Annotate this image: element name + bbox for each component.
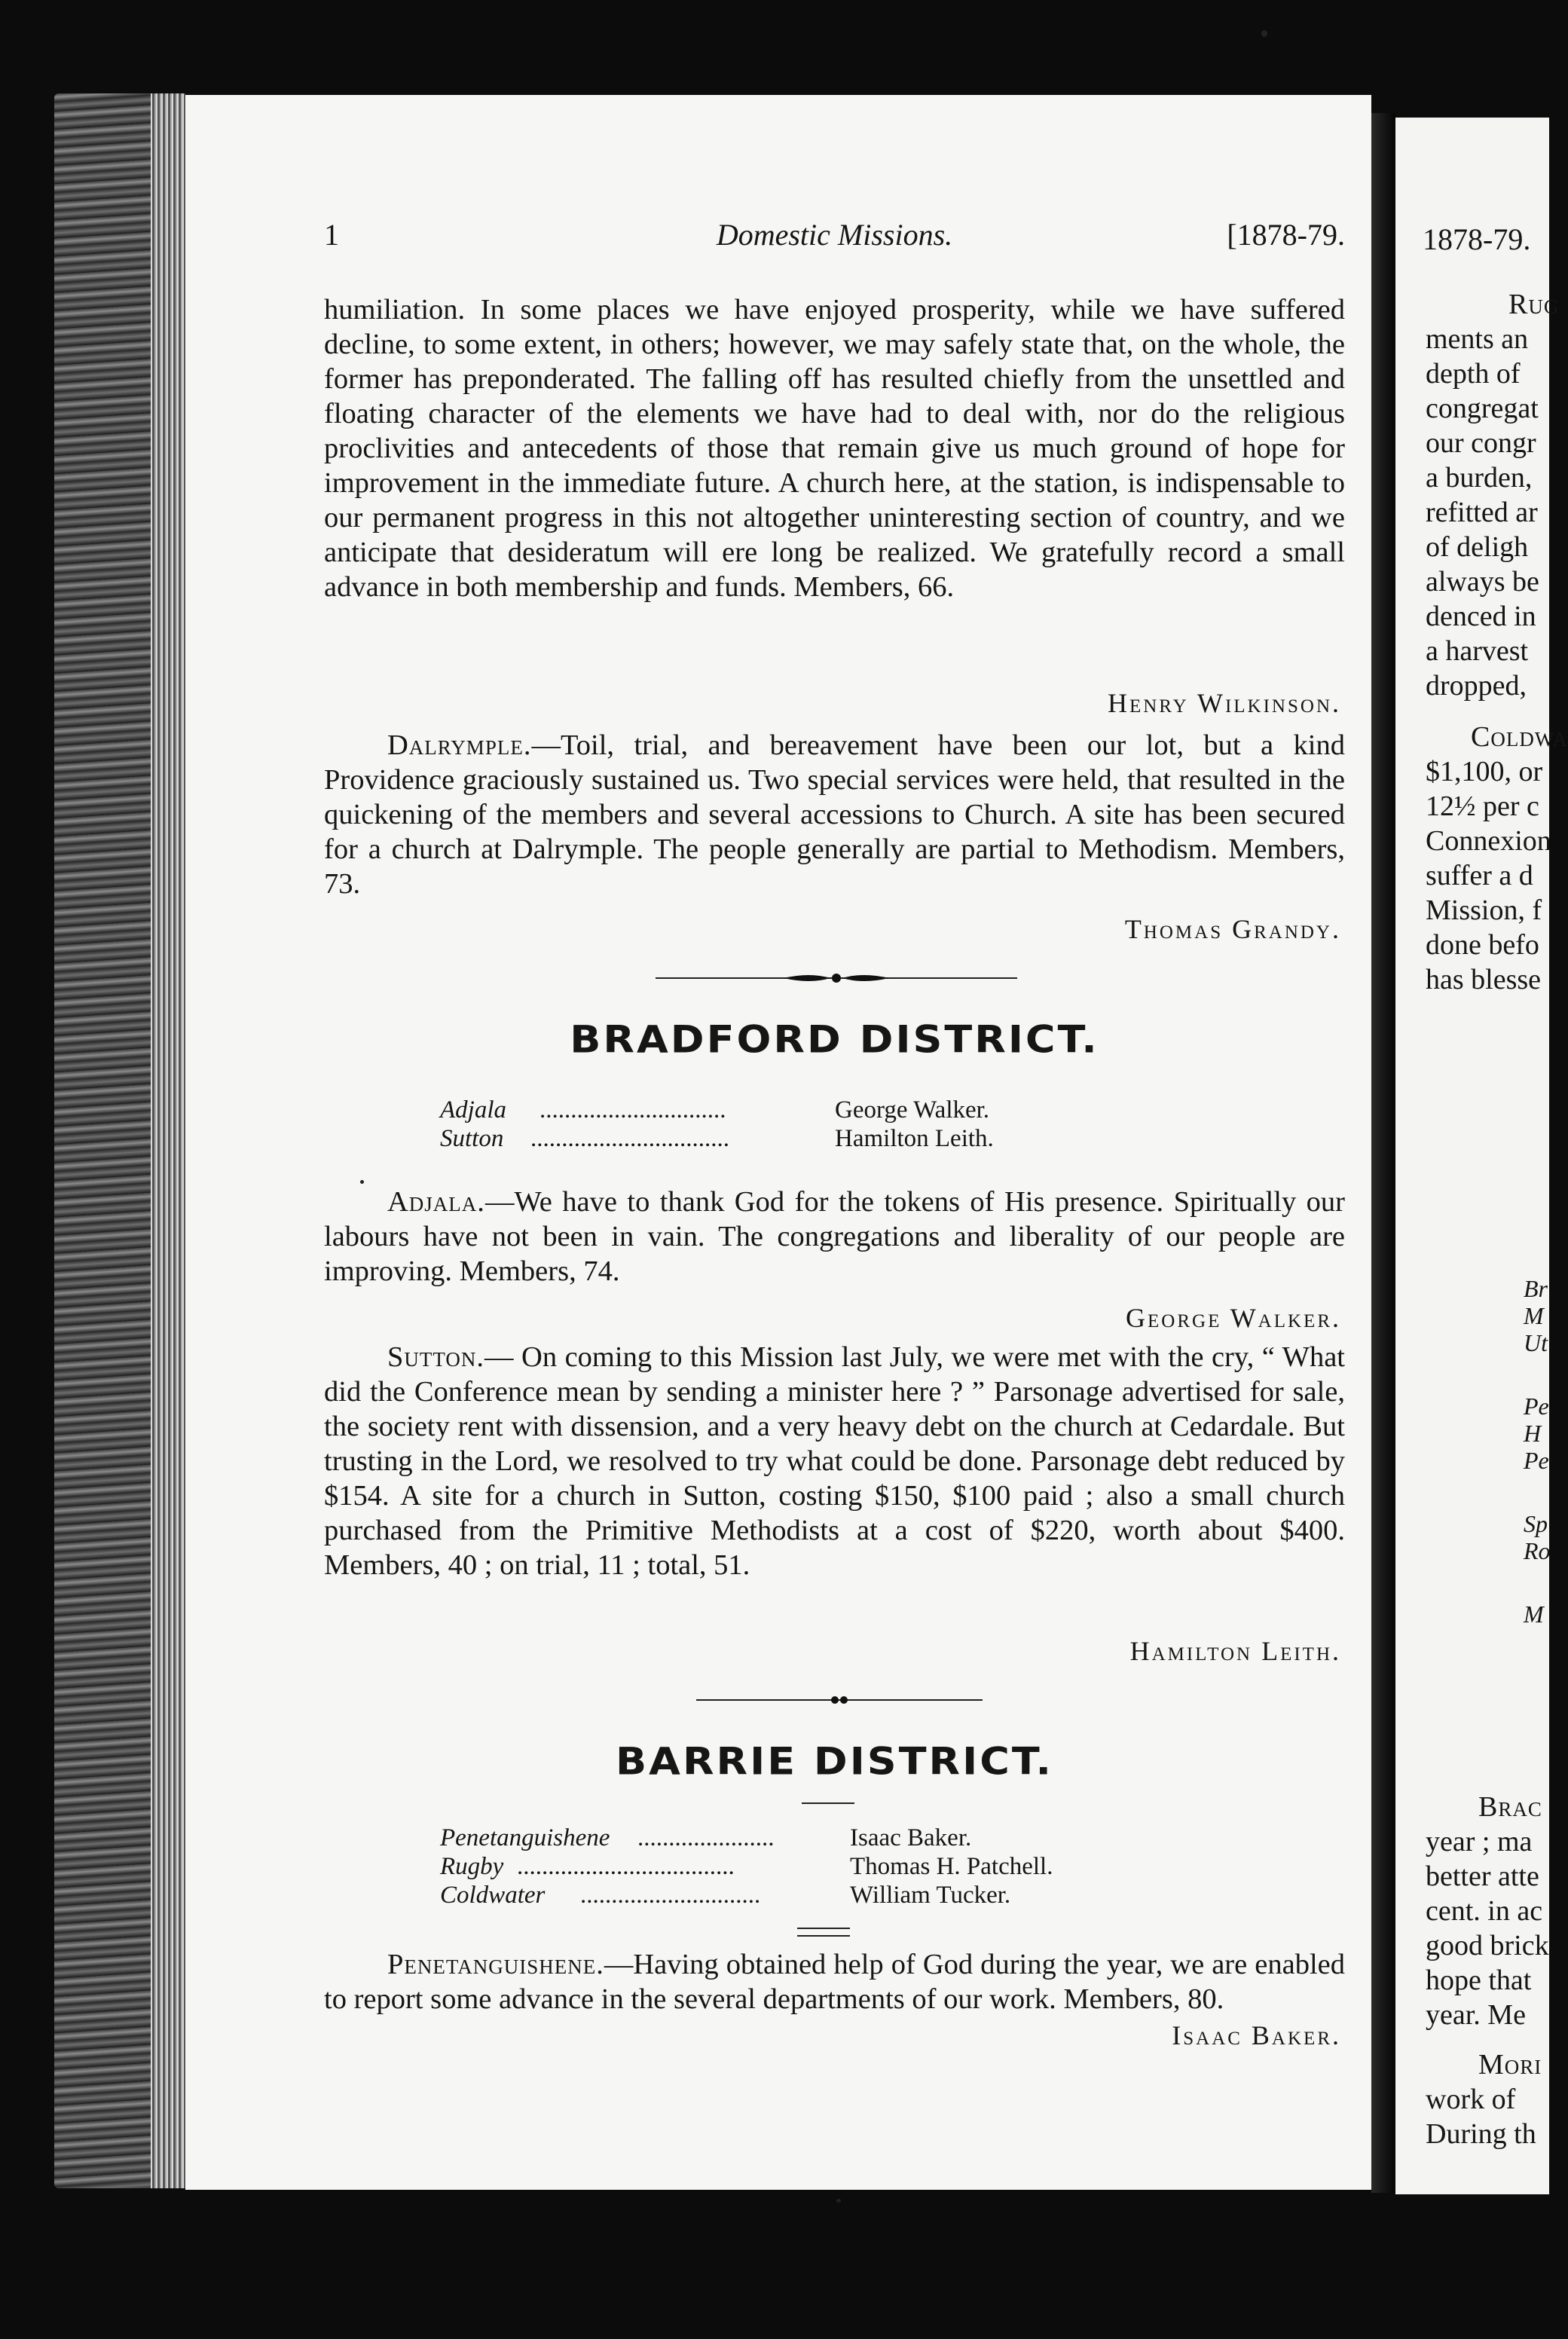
book-binding [54,93,185,2188]
right-page-italic-line: Sp [1524,1510,1548,1537]
paragraph-text: —We have to thank God for the tokens of His presence. Spiritually our labours have not been in vain. The congregations and liberality of our people are improving. Members, 74. [324,1186,1345,1287]
right-page-line: a harvest [1426,635,1529,667]
ornament-divider [656,969,1017,987]
right-page-line: Mori [1478,2049,1542,2081]
station-roster [440,1824,1118,1909]
signature: Hamilton Leith. [1129,1636,1341,1666]
right-page-italic-line: Pe [1524,1447,1549,1474]
station-name: Coldwater [440,1882,546,1909]
minister-name: William Tucker. [850,1882,1011,1909]
right-page-line: Mission, f [1426,894,1542,926]
district-heading: BRADFORD DISTRICT. [570,1017,1099,1062]
adjala-paragraph [324,1185,1345,1289]
roster-leader: ............................. [580,1882,761,1909]
roster-leader: ...................... [637,1824,775,1851]
right-page-line: year ; ma [1426,1826,1533,1857]
right-page-line: cent. in ac [1426,1895,1543,1927]
right-page-line: Rug [1508,289,1560,320]
station-name: Rugby [440,1853,504,1880]
rule [797,1928,850,1929]
right-page-italic-line: Pe [1524,1393,1549,1420]
signature: Isaac Baker. [1172,2020,1341,2050]
station-label: Adjala. [387,1186,485,1218]
minister-name: George Walker. [835,1096,990,1124]
right-page-line: our congr [1426,427,1536,459]
ornament-divider [696,1694,983,1706]
running-title: Domestic Missions. [716,218,953,252]
right-page-fragment [1395,118,1568,2194]
roster-leader: .............................. [539,1096,726,1124]
right-page-line: Connexion [1426,825,1551,857]
right-page-line: work of [1426,2084,1516,2115]
station-name: Penetanguishene [440,1824,610,1851]
right-page-line: dropped, [1426,670,1527,702]
right-page-line: done befo [1426,929,1539,961]
sutton-paragraph [324,1340,1345,1582]
rule [802,1802,854,1804]
right-page-line: ments an [1426,323,1529,355]
station-name: Sutton [440,1125,504,1152]
print-speck [1261,30,1267,37]
roster-row [440,1852,1118,1881]
signature: Henry Wilkinson. [1107,688,1341,718]
right-page-line: year. Me [1426,1999,1526,2031]
roster-row [440,1124,1043,1153]
right-page-line: depth of [1426,358,1521,390]
right-page-line: denced in [1426,601,1536,632]
right-page-italic-line: Ut [1524,1329,1548,1356]
running-header [324,217,1345,255]
penetanguishene-paragraph [324,1947,1345,2016]
signature: Thomas Grandy. [1124,914,1341,944]
right-page-italic-line: Ro [1524,1537,1551,1564]
intro-paragraph: humiliation. In some places we have enjoyed prosperity, while we have suffered decline, to some extent, in others; however, we may safely state that, on the whole, the former has preponderated. The falling off has resulted chiefly from the unsettled and floating character of the elements we have had to deal with, nor do the religious proclivities and antecedents of those that remain give us much ground of hope for improvement in the immediate future. A church here, at the station, is indispensable to our permanent progress in this not altogether uninteresting section of country, and we anticipate that desideratum will ere long be realized. We gratefully record a small advance in both membership and funds. Members, 66. [324,294,1345,603]
right-page-line: good brick [1426,1930,1549,1961]
page-gutter [1371,113,1395,2193]
signature: George Walker. [1126,1303,1341,1333]
right-page-line: has blesse [1426,964,1542,995]
print-speck [836,2199,841,2203]
header-year: [1878-79. [1227,218,1345,252]
minister-name: Thomas H. Patchell. [850,1853,1053,1880]
district-heading: BARRIE DISTRICT. [616,1739,1053,1784]
right-page-line: During th [1426,2118,1536,2150]
right-page-line: congregat [1426,393,1539,424]
dalrymple-paragraph [324,728,1345,901]
roster-row [440,1096,1043,1124]
station-label: Penetanguishene. [387,1949,604,1980]
print-speck [360,1180,364,1184]
roster-row [440,1881,1118,1909]
right-page-italic-line: H [1524,1420,1542,1447]
right-page-line: suffer a d [1426,860,1533,891]
roster-leader: ................................... [517,1853,735,1880]
station-label: Sutton. [387,1341,485,1373]
right-page-line: Coldwa [1471,721,1568,753]
right-page-line: $1,100, or [1426,756,1543,787]
right-page-line: hope that [1426,1964,1532,1996]
roster-leader: ................................ [530,1125,729,1152]
roster-row [440,1824,1118,1852]
right-page-line: a burden, [1426,462,1533,494]
right-page-line: better atte [1426,1860,1539,1892]
station-roster [440,1096,1043,1153]
station-name: Adjala [440,1096,506,1124]
right-page-line: always be [1426,566,1539,598]
right-page-italic-line: Br [1524,1275,1548,1302]
paragraph-text: —Toil, trial, and bereavement have been our lot, but a kind Providence graciously sustained us. Two special services were held, that resulted in the quickening of the members and several accessions to Church. A site has been secured for a church at Dalrymple. The people generally are partial to Methodism. Members, 73. [324,729,1345,900]
right-page-line: refitted ar [1426,497,1538,528]
minister-name: Hamilton Leith. [835,1125,994,1152]
right-page-line: Brac [1478,1791,1542,1823]
right-page-line: of deligh [1426,531,1529,563]
paragraph-text: —Having obtained help of God during the year, we are enabled to report some advance in the several departments of our work. Members, 80. [324,1949,1345,2015]
station-label: Dalrymple. [387,729,532,761]
paragraph-text: — On coming to this Mission last July, we were met with the cry, “ What did the Conference mean by sending a minister here ? ” Parsonage advertised for sale, the society rent with dissension, and a very heavy debt on the church at Cedardale. But trusting in the Lord, we resolved to try what could be done. Parsonage debt reduced by $154. A site for a church in Sutton, costing $150, $100 paid ; also a small church purchased from the Primitive Methodists at a cost of $220, worth about $400. Members, 40 ; on trial, 11 ; total, 51. [324,1341,1345,1581]
right-page-header: 1878-79. [1423,222,1531,256]
right-page-italic-line: M [1524,1302,1544,1329]
page-number: 1 [324,218,339,252]
rule [797,1935,850,1937]
right-page-line: 12½ per c [1426,790,1539,822]
right-page-italic-line: M [1524,1601,1544,1628]
minister-name: Isaac Baker. [850,1824,972,1851]
